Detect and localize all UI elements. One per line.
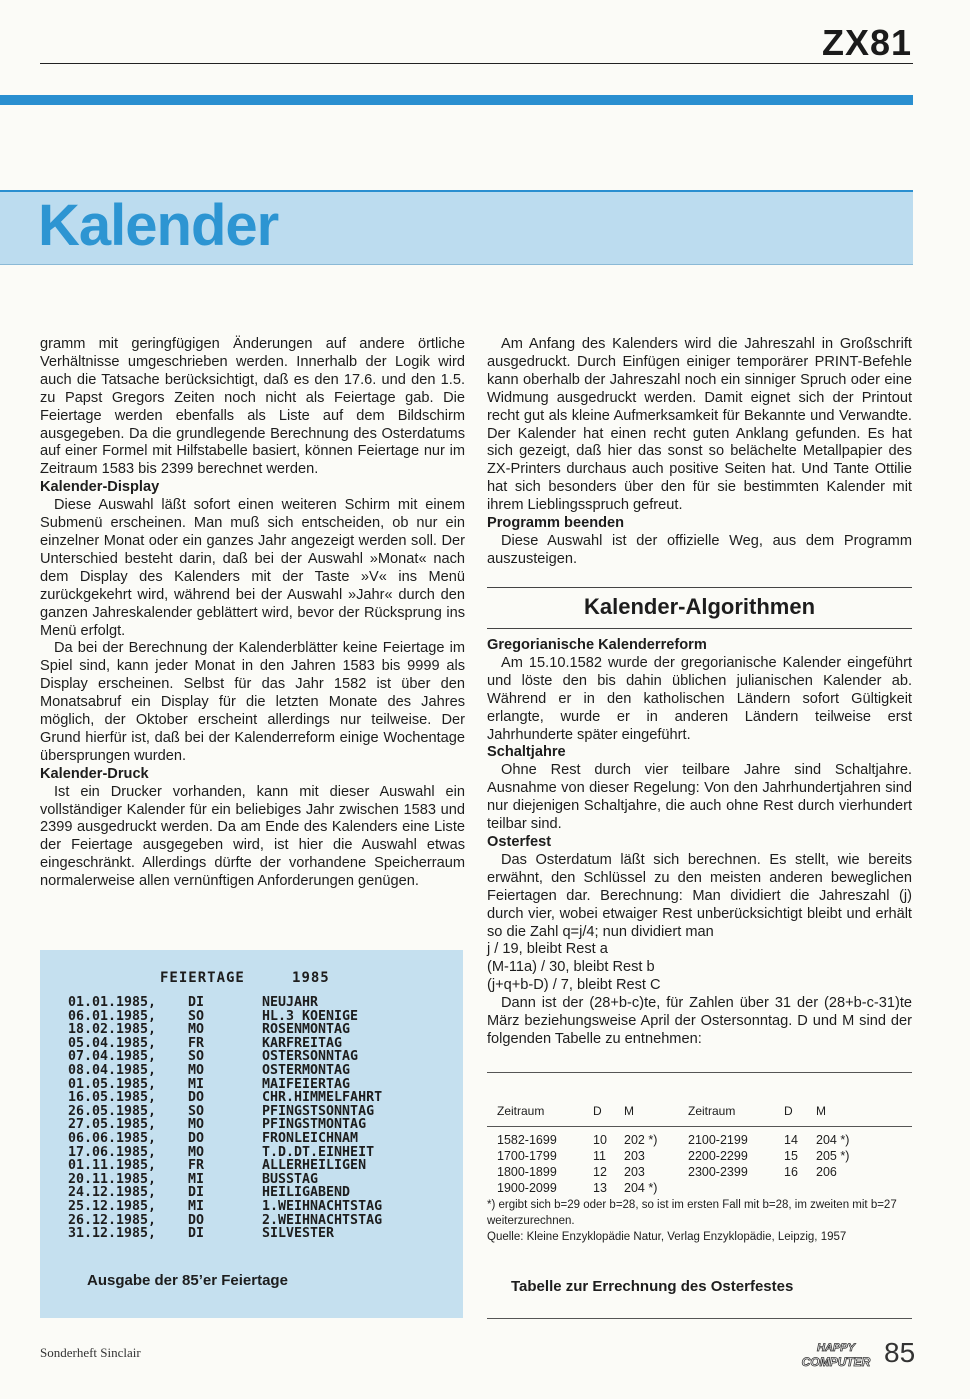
table-cell: 204 *) (816, 1133, 850, 1147)
holiday-name: NEUJAHR (262, 995, 319, 1010)
holiday-date: 16.05.1985, (68, 1090, 157, 1106)
subheading: Gregorianische Kalenderreform (487, 637, 707, 653)
table-source: Quelle: Kleine Enzyklopädie Natur, Verlag Enzyklopädie, Leipzig, 1957 (487, 1231, 847, 1243)
magazine-section-label: ZX81 (821, 22, 912, 63)
table-rule (487, 1126, 912, 1127)
holiday-weekday: DO (188, 1090, 205, 1106)
holiday-date: 08.04.1985, (68, 1062, 157, 1078)
col-header: D (593, 1104, 602, 1118)
printout-row (68, 996, 462, 1010)
table-cell: 1800-1899 (497, 1165, 557, 1179)
table-cell: 15 (784, 1149, 798, 1163)
holiday-weekday: SO (188, 1049, 205, 1065)
paragraph: Am Anfang des Kalenders wird die Jahreszahl in Großschrift ausgedruckt. Durch Einfügen einiger temporärer PRINT-Befehle kann oberhalb der Jahreszahl noch ein sinniger Spruch oder eine Widmung ausgedruckt werden. Damit eignet sich der Printout recht gut als kleine Aufmerksamkeit für Bekannte und Verwandte. Der Kalender hat einen recht guten Anklang gefunden. Es hat sich gezeigt, daß hier das sonst so belächelte Metallpapier des ZX-Printers durchaus auch positive Seiten hat. Und Tante Ottilie hat sich besonders über den für sie bestimmten Kalender mit ihrem Lieblingsspruch gefreut. (487, 336, 912, 514)
holiday-weekday: FR (188, 1035, 205, 1051)
holiday-weekday: MI (188, 1171, 205, 1187)
printout-row (68, 1132, 462, 1146)
holiday-name: HEILIGABEND (262, 1185, 351, 1201)
table-cell: 204 *) (624, 1181, 658, 1195)
paragraph: Ist ein Drucker vorhanden, kann mit dieser Auswahl ein vollständiger Kalender für ein beliebiges Jahr zwischen 1583 und 2399 ausgedruckt werden. Da am Ende des Kalenders eine Liste der Feiertage ausgegeben wird, ist hier die Auswahl etwas eingeschränkt. Allerdings dürfte der vorhandene Speicherraum normalerweise allen vernünftigen Anforderungen genügen. (40, 783, 465, 890)
printout-header (160, 970, 330, 986)
subheading: Osterfest (487, 833, 552, 850)
table-cell: 12 (593, 1165, 607, 1179)
table-cell: 206 (816, 1165, 837, 1179)
table-cell: 11 (593, 1149, 606, 1163)
holiday-weekday: MI (188, 1076, 205, 1092)
holiday-weekday: MO (188, 1022, 205, 1038)
holiday-date: 18.02.1985, (68, 1022, 157, 1038)
holiday-weekday: DO (188, 1130, 205, 1146)
right-text-column-bottom (487, 637, 912, 1049)
subheading: Schaltjahre (487, 744, 566, 761)
holiday-weekday: FR (188, 1158, 205, 1174)
printout-row (68, 1227, 462, 1241)
paragraph: Diese Auswahl ist der offizielle Weg, aus dem Programm auszusteigen. (487, 532, 912, 567)
holiday-weekday: DI (188, 995, 205, 1010)
printout-row (68, 1214, 462, 1228)
holiday-name: OSTERSONNTAG (262, 1049, 359, 1065)
holiday-date: 24.12.1985, (68, 1185, 157, 1201)
svg-text:COMPUTER: COMPUTER (801, 1355, 871, 1369)
col-header: Zeitraum (497, 1104, 545, 1118)
holiday-name: OSTERMONTAG (262, 1062, 351, 1078)
holiday-date: 06.01.1985, (68, 1008, 157, 1024)
holiday-name: HL.3 KOENIGE (262, 1008, 359, 1024)
left-text-column (40, 336, 465, 891)
table-cell: 14 (784, 1133, 798, 1147)
printout-row (68, 1023, 462, 1037)
printout-caption: Ausgabe der 85’er Feiertage (87, 1272, 288, 1289)
right-text-column-top (487, 336, 912, 569)
printout-row (68, 1064, 462, 1078)
subheading: Kalender-Druck (40, 765, 149, 782)
printout-row (68, 1186, 462, 1200)
printout-row (68, 1118, 462, 1132)
table-cell: 202 *) (624, 1133, 658, 1147)
holiday-name: ALLERHEILIGEN (262, 1158, 367, 1174)
holiday-weekday: MO (188, 1062, 205, 1078)
holiday-weekday: SO (188, 1008, 205, 1024)
holiday-name: BUSSTAG (262, 1171, 319, 1187)
printout-row (68, 1091, 462, 1105)
holiday-name: CHR.HIMMELFAHRT (262, 1090, 383, 1106)
printout-row (68, 1105, 462, 1119)
printout-row (68, 1078, 462, 1092)
printout-row (68, 1146, 462, 1160)
holiday-weekday: MI (188, 1198, 205, 1214)
section-title: Kalender-Algorithmen (487, 587, 912, 629)
blue-accent-band (0, 95, 913, 105)
holiday-date: 27.05.1985, (68, 1117, 157, 1133)
holiday-weekday: DI (188, 1185, 205, 1201)
table-rule (487, 1318, 912, 1319)
printout-row (68, 1050, 462, 1064)
holiday-date: 26.05.1985, (68, 1103, 157, 1119)
holiday-date: 31.12.1985, (68, 1226, 157, 1242)
paragraph: Ohne Rest durch vier teilbare Jahre sind Schaltjahre. Ausnahme von dieser Regelung: Von den Jahrhundertjahren sind nur diejenigen Schaltjahre, die auch ohne Rest durch vierhundert teilbar sind. (487, 762, 912, 833)
printout-row (68, 1010, 462, 1024)
holiday-weekday: MO (188, 1117, 205, 1133)
formula-line: (j+q+b-D) / 7, bleibt Rest C (487, 977, 661, 994)
printout-header-label: FEIERTAGE (160, 970, 245, 986)
table-cell: 10 (593, 1133, 607, 1147)
table-cell: 1700-1799 (497, 1149, 557, 1163)
holiday-name: FRONLEICHNAM (262, 1130, 359, 1146)
subheading: Programm beenden (487, 515, 625, 532)
svg-text:HAPPY: HAPPY (817, 1342, 855, 1354)
table-cell: 1582-1699 (497, 1133, 557, 1147)
holiday-date: 05.04.1985, (68, 1035, 157, 1051)
holiday-date: 06.06.1985, (68, 1130, 157, 1146)
holiday-weekday: DO (188, 1212, 205, 1228)
formula-line: j / 19, bleibt Rest a (487, 941, 608, 958)
holiday-name: 2.WEIHNACHTSTAG (262, 1212, 383, 1228)
holiday-date: 25.12.1985, (68, 1198, 157, 1214)
col-header: D (784, 1104, 793, 1118)
header-rule (40, 63, 913, 64)
table-cell: 1900-2099 (497, 1181, 557, 1195)
table-cell: 2100-2199 (688, 1133, 748, 1147)
subheading: Kalender-Display (40, 479, 160, 496)
table-footnote: *) ergibt sich b=29 oder b=28, so ist im ersten Fall mit b=28, im zweiten mit b=27 weiterzurechnen. (487, 1199, 897, 1227)
holiday-weekday: MO (188, 1144, 205, 1160)
printout-row (68, 1159, 462, 1173)
paragraph: Diese Auswahl läßt sofort einen weiteren Schirm mit einem Submenü erscheinen. Man muß sich entscheiden, ob nur ein einzelner Monat oder ein ganzes Jahr angezeigt werden soll. Der Unterschied besteht darin, daß bei der Auswahl »Monat« nach dem Display des Kalenders mit der Taste »V« ins Menü zurückgekehrt wird, während bei der Auswahl »Jahr« durch den ganzen Jahreskalender geblättert wird, bevor der Rücksprung ins Menü erfolgt. (40, 497, 465, 639)
col-header: M (816, 1104, 826, 1118)
paragraph: Da bei der Berechnung der Kalenderblätter keine Feiertage im Spiel sind, kann jeder Monat in den Jahren 1583 bis 9999 als Display erscheinen. Selbst für das Jahr 1582 ist über den Monatsabruf ein Display für die letzten Monate des Jahres möglich, der Oktober erscheint allerdings nur teilweise. Der Grund hierfür ist, daß bei der Kalenderreform einige Wochentage übersprungen wurden. (40, 640, 465, 764)
page-number: 85 (884, 1337, 916, 1368)
table-cell: 13 (593, 1181, 607, 1195)
paragraph: Am 15.10.1582 wurde der gregorianische Kalender eingeführt und löste den bis dahin üblichen julianischen Kalender ab. Während er in den katholischen Ländern sofort Gültigkeit erlangte, wurde er in anderen Ländern teilweise erst Jahrhunderte später eingeführt. (487, 654, 912, 743)
holiday-weekday: DI (188, 1226, 205, 1242)
paragraph: Dann ist der (28+b-c)te, für Zahlen über 31 der (28+b-c-31)te März beziehungsweise April der Ostersonntag. D und M sind der folgenden Tabelle zu entnehmen: (487, 995, 912, 1047)
table-cell: 203 (624, 1165, 645, 1179)
holiday-name: 1.WEIHNACHTSTAG (262, 1198, 383, 1214)
printout-row (68, 1200, 462, 1214)
paragraph: Das Osterdatum läßt sich berechnen. Es stellt, wie bereits erwähnt, den Schlüssel zu den meisten anderen beweglichen Feiertagen dar. Berechnung: Man dividiert die Jahreszahl (j) durch vier, wobei etwaiger Rest unberücksichtigt bleibt und erhält so die Zahl q=j/4; nun dividiert man (487, 851, 912, 940)
holiday-name: T.D.DT.EINHEIT (262, 1144, 375, 1160)
printout-list (68, 996, 462, 1241)
holiday-date: 01.11.1985, (68, 1158, 157, 1174)
paragraph: gramm mit geringfügigen Änderungen auf andere örtliche Verhältnisse umgeschrieben werden. Innerhalb der Logik wird auch die Tatsache berücksichtigt, daß es den 17.6. und den 1.5. zu Papst Gregors Zeiten noch nicht als Feiertage gab. Die Feiertage werden ebenfalls als Liste auf dem Bildschirm ausgegeben. Da die grundlegende Berechnung des Osterdatums auf einer Formel mit Hilfstabelle basiert, können Feiertage nur im Zeitraum 1583 bis 2399 berechnet werden. (40, 336, 465, 478)
article-title: Kalender (38, 193, 279, 258)
table-cell: 2200-2299 (688, 1149, 748, 1163)
holiday-date: 01.01.1985, (68, 995, 157, 1010)
holiday-name: KARFREITAG (262, 1035, 343, 1051)
holiday-name: PFINGSTSONNTAG (262, 1103, 375, 1119)
table-cell: 2300-2399 (688, 1165, 748, 1179)
happy-computer-logo (798, 1338, 874, 1372)
holiday-name: SILVESTER (262, 1226, 335, 1242)
table-cell: 205 *) (816, 1149, 850, 1163)
formula-line: (M-11a) / 30, bleibt Rest b (487, 959, 655, 976)
holiday-name: PFINGSTMONTAG (262, 1117, 367, 1133)
holiday-date: 01.05.1985, (68, 1076, 157, 1092)
table-cell: 203 (624, 1149, 645, 1163)
col-header: Zeitraum (688, 1104, 736, 1118)
holiday-date: 20.11.1985, (68, 1171, 157, 1187)
holiday-date: 07.04.1985, (68, 1049, 157, 1065)
col-header: M (624, 1104, 634, 1118)
table-cell: 16 (784, 1165, 798, 1179)
printout-row (68, 1173, 462, 1187)
table-rule (487, 1072, 912, 1073)
printout-header-year: 1985 (292, 970, 330, 986)
holiday-weekday: SO (188, 1103, 205, 1119)
footer-publication: Sonderheft Sinclair (40, 1345, 141, 1360)
holiday-name: ROSENMONTAG (262, 1022, 351, 1038)
table-caption: Tabelle zur Errechnung des Osterfestes (511, 1278, 794, 1295)
holiday-name: MAIFEIERTAG (262, 1076, 351, 1092)
printout-row (68, 1037, 462, 1051)
holiday-date: 17.06.1985, (68, 1144, 157, 1160)
holiday-date: 26.12.1985, (68, 1212, 157, 1228)
